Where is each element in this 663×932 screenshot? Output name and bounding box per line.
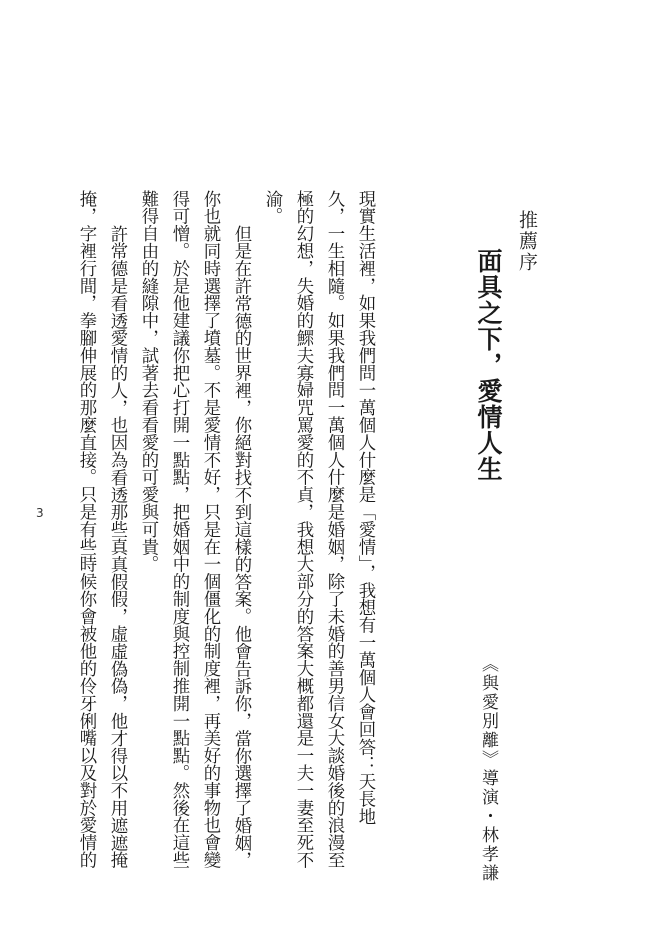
body-line-4: 渝。 <box>262 190 282 225</box>
body-line-9: 許常德是看透愛情的人，也因為看透那些真真假假，虛虛偽偽，他才得以不用遮遮掩 <box>107 225 127 869</box>
body-line-2: 久，一生相隨。如果我們問一萬個人什麼是婚姻，除了未婚的善男信女大談婚後的浪漫至 <box>324 190 344 869</box>
body-line-5: 但是在許常德的世界裡，你絕對找不到這樣的答案。他會告訴你，當你選擇了婚姻， <box>231 225 251 869</box>
body-line-7: 得可憎。於是他建議你把心打開一點點，把婚姻中的制度與控制推開一點點。然後在這些 <box>169 190 189 869</box>
page-number: 3 <box>36 506 44 520</box>
body-line-8: 難得自由的縫隙中，試著去看看愛的可愛與可貴。 <box>138 190 158 573</box>
section-label: 推薦序 <box>516 210 538 273</box>
page-title: 面具之下，愛情人生 <box>474 248 503 482</box>
body-line-6: 你也就同時選擇了墳墓。不是愛情不好，只是在一個僵化的制度裡，再美好的事物也會變 <box>200 190 220 869</box>
body-line-10: 掩，字裡行間，拳腳伸展的那麼直接。只是有些時候你會被他的伶牙俐嘴以及對於愛情的 <box>76 190 96 869</box>
body-line-3: 極的幻想，失婚的鰥夫寡婦咒罵愛的不貞，我想大部分的答案大概都還是一夫一妻至死不 <box>293 190 313 869</box>
body-line-1: 現實生活裡，如果我們問一萬個人什麼是「愛情」，我想有一萬個人會回答：天長地 <box>355 190 375 826</box>
author-credit: 《與愛別離》導演・林孝謙 <box>478 655 498 883</box>
